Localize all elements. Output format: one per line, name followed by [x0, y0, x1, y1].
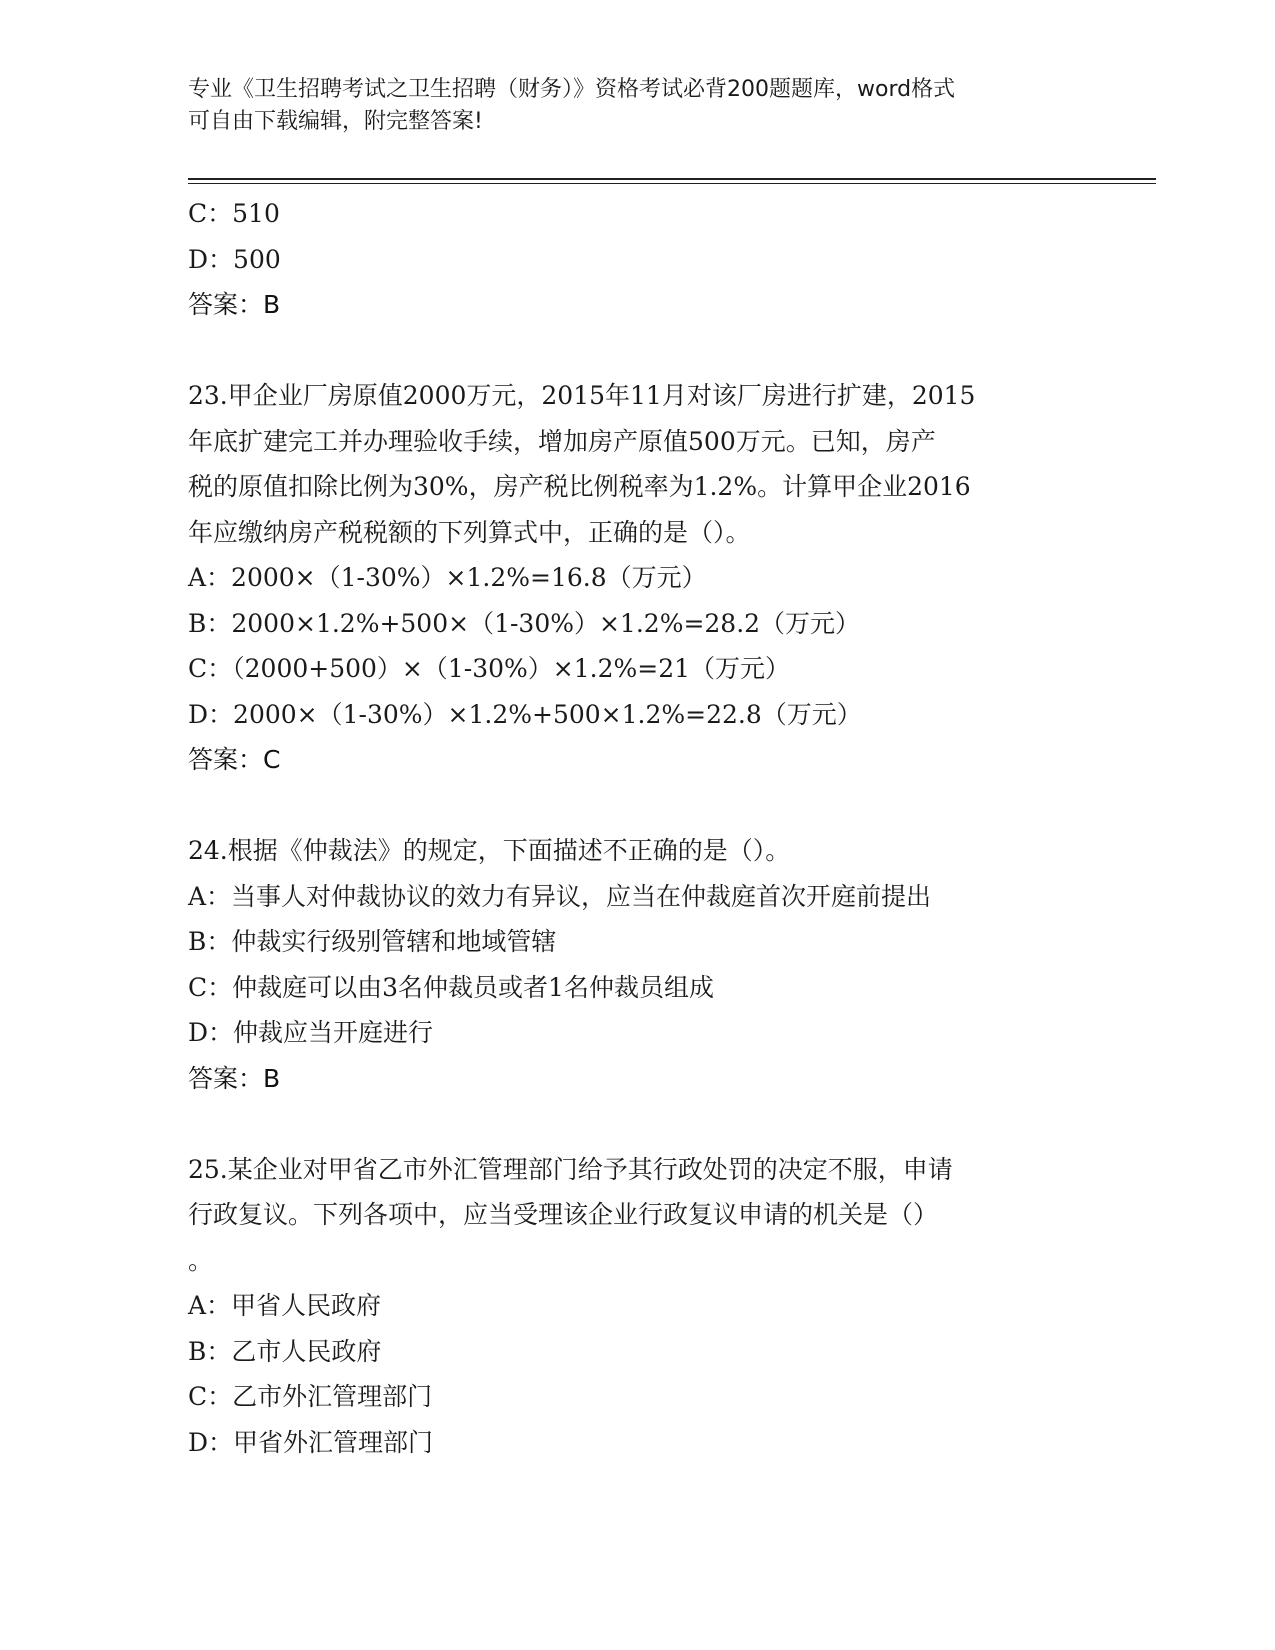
header-title-line-1: 专业《卫生招聘考试之卫生招聘（财务）》资格考试必背200题题库，word格式 — [188, 77, 956, 102]
question-stem-line: 年底扩建完工并办理验收手续，增加房产原值500万元。已知，房产 — [188, 426, 936, 456]
header-title-line-2: 可自由下载编辑，附完整答案! — [188, 109, 483, 134]
question-content — [188, 191, 1148, 1465]
option-d: D：2000×（1-30%）×1.2%+500×1.2%=22.8（万元） — [188, 699, 862, 729]
option-a: A：当事人对仲裁协议的效力有异议，应当在仲裁庭首次开庭前提出 — [188, 881, 932, 911]
option-a: A：2000×（1-30%）×1.2%=16.8（万元） — [188, 563, 707, 592]
spacer — [188, 783, 1148, 829]
option-d: D：500 — [188, 244, 281, 274]
option-c: C：仲裁庭可以由3名仲裁员或者1名仲裁员组成 — [188, 972, 714, 1002]
continued-question — [188, 191, 1148, 328]
question-stem-line: 23.甲企业厂房原值2000万元，2015年11月对该厂房进行扩建，2015 — [188, 381, 976, 410]
question-stem-line: 25.某企业对甲省乙市外汇管理部门给予其行政处罚的决定不服，申请 — [188, 1154, 953, 1184]
option-c: C：（2000+500）×（1-30%）×1.2%=21（万元） — [188, 654, 791, 683]
header-rule-thin — [188, 183, 1156, 184]
page-header — [188, 74, 1088, 138]
header-rule-thick — [188, 178, 1156, 180]
spacer — [188, 1101, 1148, 1147]
question-stem-line: 年应缴纳房产税税额的下列算式中，正确的是（）。 — [188, 517, 751, 547]
option-a: A：甲省人民政府 — [188, 1291, 382, 1320]
answer-line: 答案：B — [188, 1063, 281, 1093]
option-c: C：510 — [188, 199, 280, 228]
option-c: C：乙市外汇管理部门 — [188, 1382, 433, 1411]
option-b: B：仲裁实行级别管辖和地域管辖 — [188, 927, 557, 956]
option-d: D：甲省外汇管理部门 — [188, 1427, 434, 1457]
answer-line: 答案：C — [188, 745, 281, 774]
option-b: B：乙市人民政府 — [188, 1336, 382, 1366]
question-25 — [188, 1147, 1148, 1466]
option-d: D：仲裁应当开庭进行 — [188, 1018, 434, 1047]
spacer — [188, 328, 1148, 374]
question-stem-line: 。 — [188, 1245, 214, 1275]
question-24 — [188, 828, 1148, 1101]
question-23 — [188, 373, 1148, 783]
answer-line: 答案：B — [188, 290, 281, 319]
question-stem-line: 行政复议。下列各项中，应当受理该企业行政复议申请的机关是（） — [188, 1200, 939, 1229]
option-b: B：2000×1.2%+500×（1-30%）×1.2%=28.2（万元） — [188, 608, 861, 638]
question-stem-line: 24.根据《仲裁法》的规定，下面描述不正确的是（）。 — [188, 836, 791, 865]
question-stem-line: 税的原值扣除比例为30%，房产税比例税率为1.2%。计算甲企业2016 — [188, 472, 971, 501]
